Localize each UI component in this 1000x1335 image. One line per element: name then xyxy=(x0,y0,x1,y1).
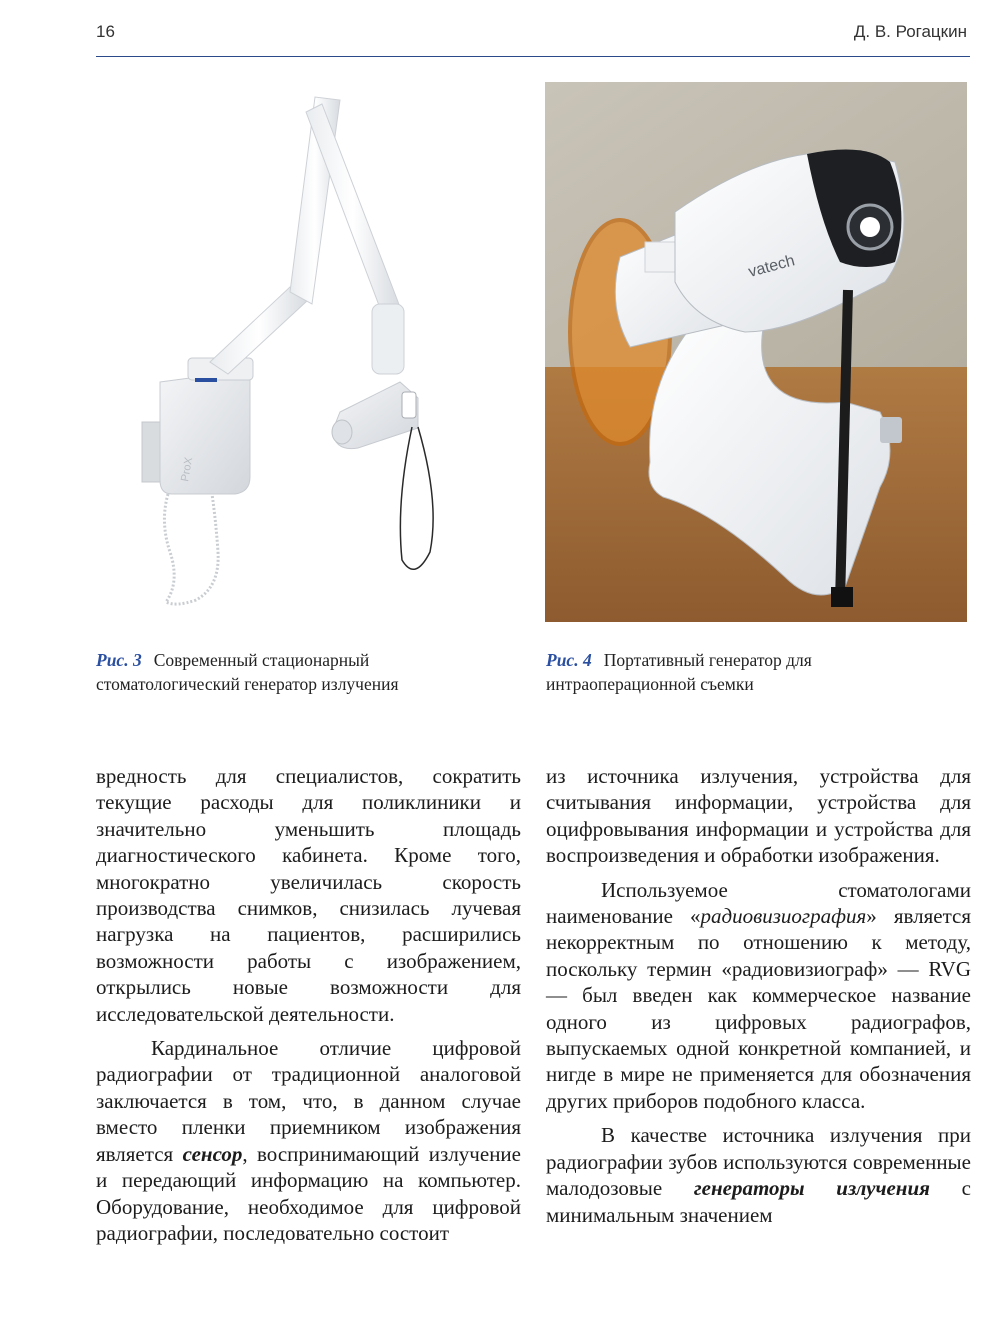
figure-3-label: Рис. 3 xyxy=(96,650,142,670)
term-radiation-generators: генераторы излучения xyxy=(693,1176,930,1201)
portable-xray-generator-illustration xyxy=(545,82,967,622)
figure-4-caption-text: Портативный генератор для интраоперационной съемки xyxy=(546,650,812,694)
right-paragraph-2-start: Используемое стоматологами наименование « xyxy=(546,877,971,929)
right-paragraph-2 xyxy=(546,877,971,1115)
right-paragraph-1: из источника излучения, устройства для считывания информации, устройства для оцифровывания информации и устройства для воспроизведения и обработки изображения. xyxy=(546,764,971,868)
left-paragraph-2 xyxy=(96,1035,521,1246)
left-paragraph-2-end: , воспринимающий излучение и передающий информацию на компьютер. Оборудование, необходимое для цифровой радиографии, последовательно состоит xyxy=(96,1141,521,1245)
header-rule xyxy=(96,56,970,57)
running-header-author: Д. В. Рогацкин xyxy=(853,22,967,41)
page-number: 16 xyxy=(96,22,115,41)
figure-4-caption xyxy=(546,648,966,696)
left-text-column xyxy=(96,763,521,1246)
device-brand-label: vatech xyxy=(746,252,797,281)
right-paragraph-3-start: В качестве источника излучения при радиографии зубов используются современные малодозовые xyxy=(546,1123,971,1201)
right-paragraph-3 xyxy=(546,1122,971,1228)
left-paragraph-2-start: Кардинальное отличие цифровой радиографии от традиционной аналоговой заключается в том, что, в данном случае вместо пленки приемником изображения является xyxy=(96,1036,521,1166)
figure-3-image xyxy=(100,82,528,622)
device-brand-label: ProX xyxy=(179,456,196,483)
figure-4-label: Рис. 4 xyxy=(546,650,592,670)
wall-xray-generator-illustration xyxy=(100,82,528,622)
figure-4-image xyxy=(545,82,967,622)
figure-3-caption-text: Современный стационарный стоматологический генератор излучения xyxy=(96,650,399,694)
left-paragraph-1: вредность для специалистов, сократить текущие расходы для поликлиники и значительно уменьшить площадь диагностического кабинета. Кроме того, многократно увеличилась скорость производства снимков, снизилась лучевая нагрузка на пациентов, расширились возможности работы с изображением, открылись новые возможности для исследовательской деятельности. xyxy=(96,764,521,1026)
right-paragraph-2-end: » является некорректным по отношению к методу, поскольку термин «радиовизиограф» — RVG — был введен как коммерческое название одного из цифровых радиографов, выпускаемых одной конкретной компанией, и нигде в мире не применяется для обозначения других приборов подобного класса. xyxy=(546,904,971,1113)
figure-3-caption xyxy=(96,648,516,696)
right-paragraph-3-end: с минимальным значением xyxy=(546,1176,971,1227)
term-radiovisiography: радиовизиография xyxy=(700,904,867,929)
right-text-column xyxy=(546,763,971,1228)
term-sensor: сенсор xyxy=(182,1141,243,1166)
